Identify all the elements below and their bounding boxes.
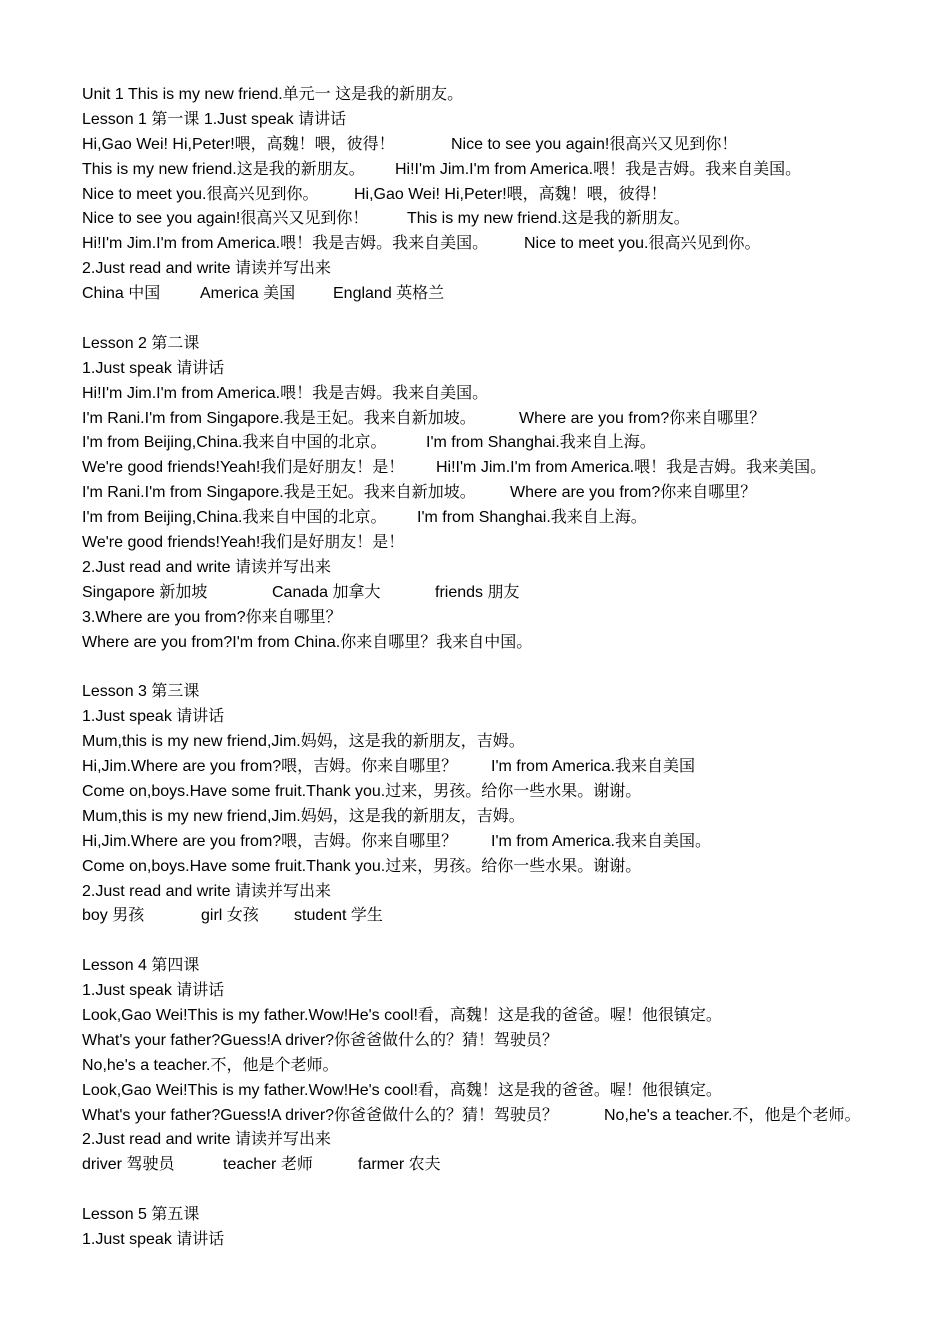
text-segment: Nice to meet you.很高兴见到你。 [82,185,319,203]
text-segment: 2.Just read and write 请读并写出来 [82,558,331,576]
text-segment: Where are you from?你来自哪里？ [519,409,766,427]
text-line [82,730,922,755]
blank-line [82,929,922,954]
text-line [82,855,922,880]
text-segment: This is my new friend.这是我的新朋友。 [82,160,365,178]
lesson-heading [82,332,922,357]
vocab-line [82,904,922,929]
lesson-heading [82,108,922,133]
text-segment: Lesson 5 第五课 [82,1206,200,1224]
text-segment: Where are you from?I'm from China.你来自哪里？我来自中国。 [82,633,533,651]
text-segment: We're good friends!Yeah!我们是好朋友！是！ [82,534,405,552]
vocab-word: student 学生 [294,907,383,925]
text-segment: 1.Just speak 请讲话 [82,708,225,726]
text-segment: Come on,boys.Have some fruit.Thank you.过来，男孩。给你一些水果。谢谢。 [82,782,642,800]
vocab-word: China 中国 [82,285,161,303]
text-segment: No,he's a teacher.不，他是个老师。 [604,1106,861,1124]
text-segment: 1.Just speak 请讲话 [82,1230,225,1248]
section-heading [82,880,922,905]
text-segment: I'm from Shanghai.我来自上海。 [417,509,647,527]
vocab-word: Singapore 新加坡 [82,583,208,601]
text-segment: Hi!I'm Jim.I'm from America.喂！我是吉姆。我来自美国。 [82,235,489,253]
text-line [82,1079,922,1104]
text-segment: I'm Rani.I'm from Singapore.我是王妃。我来自新加坡。 [82,409,476,427]
vocab-word: Canada 加拿大 [272,583,381,601]
text-line [82,506,922,531]
text-segment: Lesson 4 第四课 [82,957,200,975]
text-segment: What's your father?Guess!A driver?你爸爸做什么的？猜！驾驶员？ [82,1031,559,1049]
text-line [82,431,922,456]
section-heading [82,257,922,282]
text-line [82,382,922,407]
text-line [82,830,922,855]
blank-line [82,1178,922,1203]
text-line [82,183,922,208]
text-segment: Look,Gao Wei!This is my father.Wow!He's cool!看，高魏！这是我的爸爸。喔！他很镇定。 [82,1081,722,1099]
vocab-line [82,581,922,606]
text-segment: Hi!I'm Jim.I'm from America.喂！我是吉姆。我来美国。 [436,459,827,477]
text-segment: Where are you from?你来自哪里？ [510,484,757,502]
text-line [82,232,922,257]
vocab-word: America 美国 [200,285,296,303]
document-page [82,83,922,1253]
text-line [82,755,922,780]
vocab-word: girl 女孩 [201,907,259,925]
text-segment: I'm from Beijing,China.我来自中国的北京。 [82,434,387,452]
text-segment: Lesson 3 第三课 [82,683,200,701]
text-segment: Hi!I'm Jim.I'm from America.喂！我是吉姆。我来自美国。 [395,160,802,178]
text-segment: Unit 1 This is my new friend.单元一 这是我的新朋友。 [82,86,464,103]
text-line [82,780,922,805]
section-heading [82,556,922,581]
vocab-word: teacher 老师 [223,1156,313,1174]
text-segment: 1.Just speak 请讲话 [82,982,225,1000]
lesson-heading [82,1203,922,1228]
text-line [82,481,922,506]
vocab-word: England 英格兰 [333,285,445,303]
text-segment: Come on,boys.Have some fruit.Thank you.过来，男孩。给你一些水果。谢谢。 [82,857,642,875]
text-segment: Hi,Jim.Where are you from?喂，吉姆。你来自哪里？ [82,758,458,776]
section-heading [82,1128,922,1153]
section-heading [82,1228,922,1253]
text-segment: Hi,Gao Wei! Hi,Peter!喂，高魏！喂，彼得！ [82,135,395,153]
text-segment: Hi,Jim.Where are you from?喂，吉姆。你来自哪里？ [82,832,458,850]
text-line [82,1054,922,1079]
text-segment: Nice to meet you.很高兴见到你。 [524,235,761,253]
text-segment: 2.Just read and write 请读并写出来 [82,1131,331,1149]
text-segment: I'm from America.我来自美国。 [491,832,711,850]
text-segment: Hi,Gao Wei! Hi,Peter!喂，高魏！喂，彼得！ [354,185,667,203]
text-segment: This is my new friend.这是我的新朋友。 [407,210,690,228]
text-segment: Mum,this is my new friend,Jim.妈妈，这是我的新朋友，吉姆。 [82,807,525,825]
section-heading [82,705,922,730]
vocab-word: farmer 农夫 [358,1156,441,1174]
lesson-heading [82,680,922,705]
text-segment: I'm from America.我来自美国 [491,758,695,776]
section-heading [82,979,922,1004]
text-segment: 2.Just read and write 请读并写出来 [82,882,331,900]
text-line [82,1029,922,1054]
text-line [82,158,922,183]
vocab-line [82,1153,922,1178]
text-segment: Look,Gao Wei!This is my father.Wow!He's cool!看，高魏！这是我的爸爸。喔！他很镇定。 [82,1006,722,1024]
text-line [82,407,922,432]
text-line [82,805,922,830]
section-heading [82,357,922,382]
text-segment: Hi!I'm Jim.I'm from America.喂！我是吉姆。我来自美国。 [82,384,489,402]
text-segment: I'm from Shanghai.我来自上海。 [426,434,656,452]
text-line [82,531,922,556]
lesson-heading [82,954,922,979]
vocab-word: driver 驾驶员 [82,1156,175,1174]
text-segment: I'm from Beijing,China.我来自中国的北京。 [82,509,387,527]
blank-line [82,307,922,332]
vocab-word: boy 男孩 [82,907,145,925]
text-line [82,1104,922,1129]
unit-title [82,83,922,108]
text-segment: Nice to see you again!很高兴又见到你！ [82,210,369,228]
text-segment: Lesson 1 第一课 1.Just speak 请讲话 [82,110,347,128]
vocab-word: friends 朋友 [435,583,520,601]
text-segment: We're good friends!Yeah!我们是好朋友！是！ [82,459,405,477]
text-segment: No,he's a teacher.不，他是个老师。 [82,1056,339,1074]
text-line [82,207,922,232]
text-segment: Nice to see you again!很高兴又见到你！ [451,135,738,153]
text-line [82,133,922,158]
text-segment: Lesson 2 第二课 [82,334,200,352]
text-segment: 3.Where are you from?你来自哪里？ [82,608,342,626]
text-segment: 1.Just speak 请讲话 [82,359,225,377]
text-segment: Mum,this is my new friend,Jim.妈妈，这是我的新朋友，吉姆。 [82,733,525,751]
text-segment: What's your father?Guess!A driver?你爸爸做什么的？猜！驾驶员？ [82,1106,559,1124]
text-segment: I'm Rani.I'm from Singapore.我是王妃。我来自新加坡。 [82,484,476,502]
text-line [82,631,922,656]
blank-line [82,655,922,680]
text-line [82,1004,922,1029]
section-heading [82,606,922,631]
text-segment: 2.Just read and write 请读并写出来 [82,260,331,278]
vocab-line [82,282,922,307]
text-line [82,456,922,481]
